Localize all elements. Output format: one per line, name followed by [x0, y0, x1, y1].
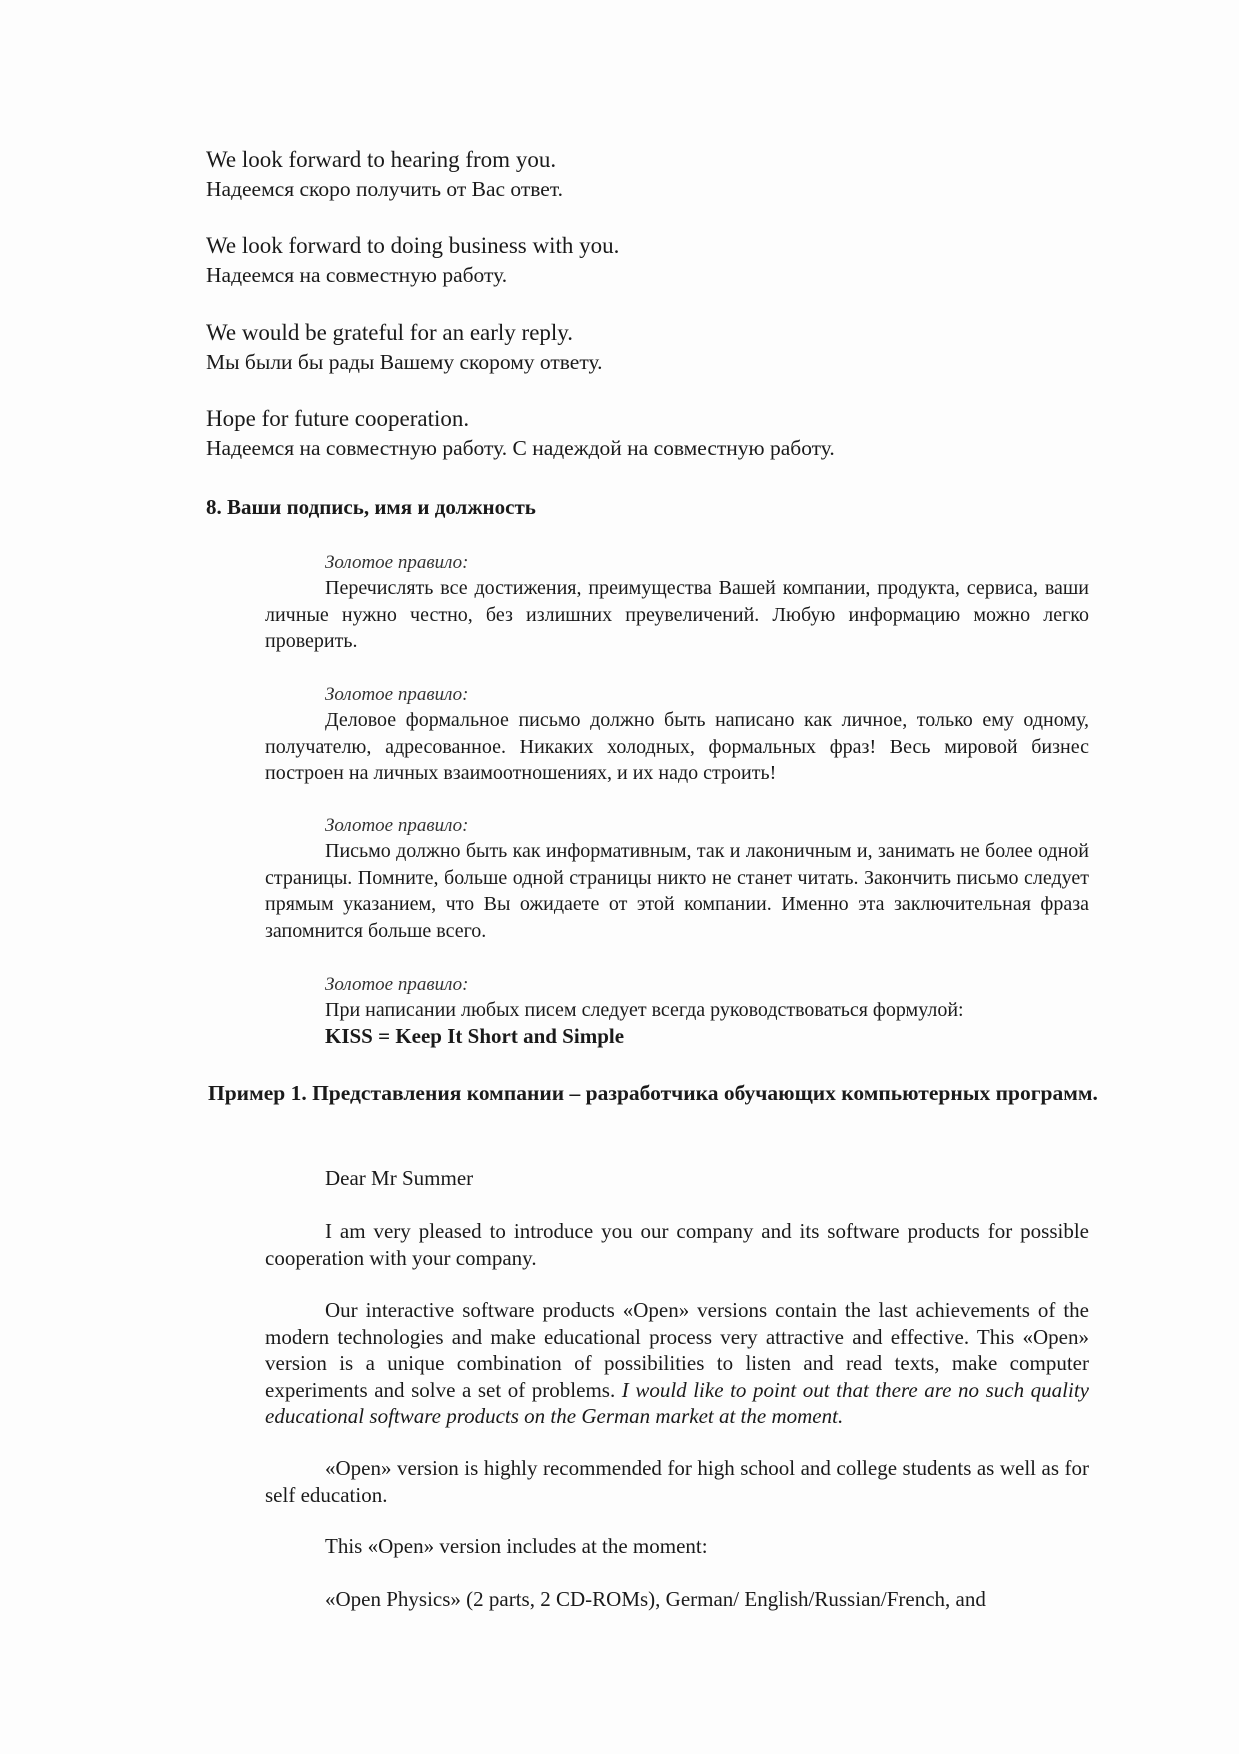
- letter-paragraph: «Open» version is highly recommended for high school and college students as well as for self education.: [265, 1456, 1089, 1507]
- phrase-en-3: We would be grateful for an early reply.: [206, 320, 574, 345]
- phrase-en-4: Hope for future cooperation.: [206, 406, 470, 431]
- phrase-en-2: We look forward to doing business with you.: [206, 233, 620, 258]
- phrase-ru-1: Надеемся скоро получить от Вас ответ.: [206, 177, 563, 201]
- golden-rule-title: Золотое правило:: [325, 684, 469, 705]
- phrase-ru-2: Надеемся на совместную работу.: [206, 263, 508, 287]
- golden-rule-title: Золотое правило:: [325, 552, 469, 573]
- phrase-ru-3: Мы были бы рады Вашему скорому ответу.: [206, 350, 603, 374]
- letter-salutation: Dear Mr Summer: [325, 1166, 474, 1190]
- letter-text-italic: I would like to point out that there are no such quality educational software products on the German market at the moment.: [265, 1377, 1089, 1428]
- phrase-en-1: We look forward to hearing from you.: [206, 147, 557, 172]
- letter-paragraph: [265, 1297, 1089, 1430]
- golden-rule-text: При написании любых писем следует всегда руководствоваться формулой:: [325, 999, 964, 1021]
- golden-rule-title: Золотое правило:: [325, 815, 469, 836]
- section-heading: 8. Ваши подпись, имя и должность: [206, 495, 536, 519]
- letter-paragraph: «Open Physics» (2 parts, 2 CD-ROMs), German/ English/Russian/French, and: [325, 1587, 986, 1611]
- golden-rule-text: Деловое формальное письмо должно быть написано как личное, только ему одному, получателю, адресованное. Никаких холодных, формальных фраз! Весь мировой бизнес построен на личных взаимоотношениях, и их надо строить!: [265, 709, 1089, 784]
- letter-paragraph: I am very pleased to introduce you our company and its software products for possible cooperation with your company.: [265, 1219, 1089, 1270]
- kiss-formula: KISS = Keep It Short and Simple: [325, 1024, 625, 1048]
- golden-rule-text: Письмо должно быть как информативным, так и лаконичным и, занимать не более одной страницы. Помните, больше одной страницы никто не станет читать. Закончить письмо следует прямым указанием, что Вы ожидаете от этой компании. Именно эта заключительная фраза запомнится больше всего.: [265, 840, 1089, 942]
- letter-paragraph: This «Open» version includes at the moment:: [325, 1534, 708, 1558]
- example-heading: Пример 1. Представления компании – разработчика обучающих компьютерных программ.: [208, 1081, 1098, 1105]
- golden-rule-text: Перечислять все достижения, преимущества Вашей компании, продукта, сервиса, ваши личные нужно честно, без излишних преувеличений. Любую информацию можно легко проверить.: [265, 577, 1089, 652]
- letter-text: Our interactive software products «Open» versions contain the last achievements of the modern technologies and make educational process very attractive and effective. This «Open» version is a unique combination of possibilities to listen and read texts, make computer experiments and solve a set of problems.: [265, 1298, 1089, 1402]
- golden-rule-title: Золотое правило:: [325, 974, 469, 995]
- phrase-ru-4: Надеемся на совместную работу. С надеждой на совместную работу.: [206, 436, 835, 460]
